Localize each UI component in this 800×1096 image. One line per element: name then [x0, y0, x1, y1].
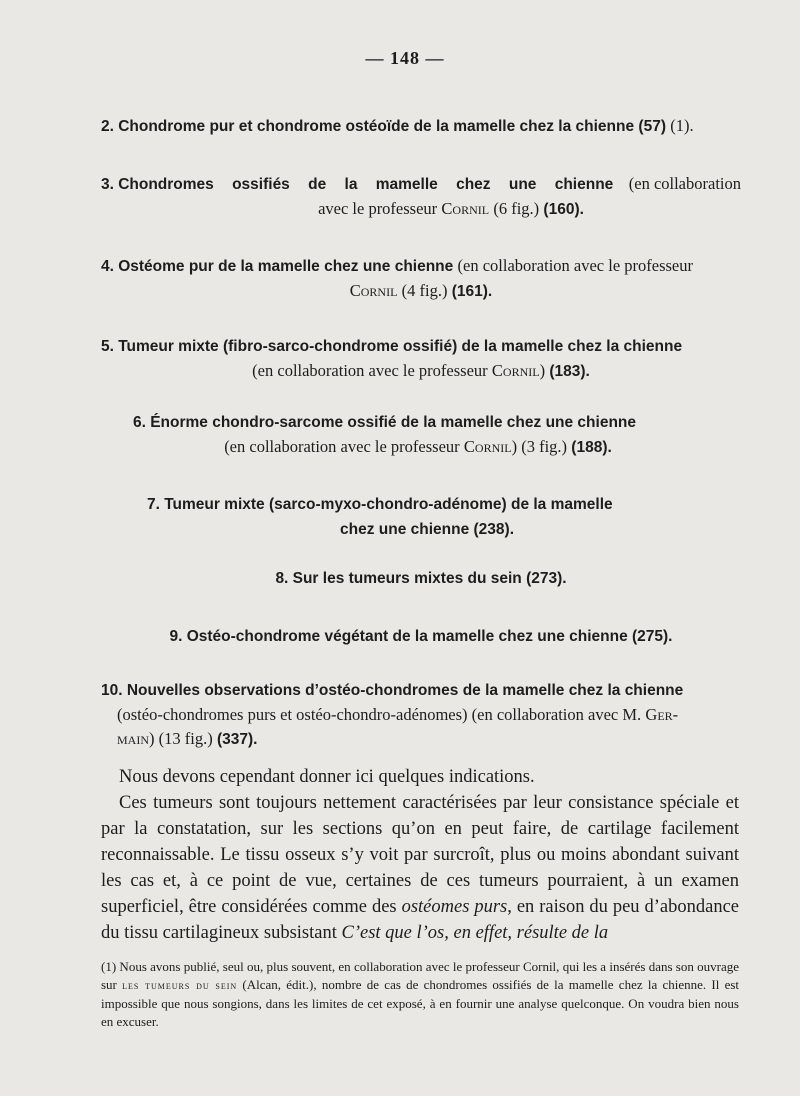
entry-text: ) (13 fig.) — [149, 729, 213, 748]
book-title: les tumeurs du sein — [122, 980, 238, 992]
entry-title: Chondrome pur et chondrome ostéoïde de la mamelle chez la chienne (57) — [118, 118, 666, 135]
list-item-3 — [101, 172, 741, 222]
entry-title-cont: chez une chienne (238). — [340, 521, 514, 538]
entry-number: 9. — [169, 628, 183, 645]
list-item-8 — [101, 566, 741, 591]
list-item-2 — [101, 114, 741, 139]
paragraph — [101, 790, 739, 946]
author-name: Cornil — [491, 361, 540, 380]
footnote — [101, 958, 739, 1031]
footnote-text: (Alcan, édit.), nombre de cas de chondromes ossifiés de la mamelle chez la chienne. Il est impossible que nous songions, dans les limites de cet exposé, à en fournir une analyse quelconque. On voudra bien nous en excuser. — [101, 977, 740, 1029]
author-name-cont: main — [117, 729, 149, 748]
entry-title: Ostéome pur de la mamelle chez une chienne — [118, 258, 454, 275]
entry-title: Chondromes ossifiés de la mamelle chez une chienne — [118, 176, 614, 193]
author-name: Cornil — [349, 281, 398, 300]
list-item-5 — [101, 334, 741, 384]
entry-title: Énorme chondro-sarcome ossifié de la mamelle chez une chienne — [150, 414, 637, 431]
entry-ref: (183). — [549, 363, 590, 380]
entry-text: ) (3 fig.) — [511, 437, 568, 456]
paragraph-text: , en raison du peu d’abondance du tissu cartilagineux subsistant — [101, 897, 739, 943]
paragraph-text: Ces tumeurs sont toujours nettement caractérisées par leur consistance spéciale et par la constatation, sur les sections qu’on en peut faire, de cartilage facilement reconnaissable. Le tissu osseux s’y voit par surcroît, plus ou moins abondant suivant les cas et, à ce point de vue, certaines de ces tumeurs pourraient, à un examen superficiel, être considérées comme des — [101, 793, 739, 917]
entry-text: (en collaboration avec le professeur — [457, 256, 694, 275]
entry-text: (6 fig.) — [493, 199, 540, 218]
entry-text: (en collaboration avec le professeur — [252, 361, 488, 380]
entry-ref: (188). — [571, 439, 612, 456]
entry-title: Sur les tumeurs mixtes du sein (273). — [292, 570, 567, 587]
list-item-6 — [133, 410, 703, 460]
entry-title: Ostéo-chondrome végétant de la mamelle chez une chienne (275). — [186, 628, 673, 645]
entry-number: 5. — [101, 338, 114, 355]
entry-number: 3. — [101, 176, 114, 193]
entry-ref: (161). — [451, 283, 493, 300]
italic-text: ostéomes purs — [401, 897, 508, 917]
entry-text: (en collaboration — [628, 174, 741, 193]
entry-text: ) — [539, 361, 546, 380]
entry-number: 8. — [275, 570, 289, 587]
entry-title: Tumeur mixte (sarco-myxo-chondro-adénome) de la mamelle — [164, 496, 613, 513]
italic-text: C’est que l’os, en effet, résulte de la — [341, 923, 609, 943]
paragraph: Nous devons cependant donner ici quelques indications. — [119, 767, 535, 787]
entry-number: 4. — [101, 258, 114, 275]
entry-text: (en collaboration avec le professeur — [224, 437, 460, 456]
list-item-7 — [147, 492, 707, 542]
page-number: — 148 — — [365, 48, 445, 68]
entry-ref: (337). — [216, 731, 258, 748]
entry-number: 7. — [147, 496, 160, 513]
body-text — [101, 764, 739, 946]
author-name: Cornil — [463, 437, 512, 456]
author-name: Ger- — [645, 705, 679, 724]
footnote-marker: (1). — [670, 116, 694, 135]
entry-ref: (160). — [543, 201, 584, 218]
entry-text: avec le professeur — [318, 199, 438, 218]
list-item-4 — [101, 254, 741, 304]
entry-text: (4 fig.) — [401, 281, 448, 300]
entry-title: Tumeur mixte (fibro-sarco-chondrome ossifié) de la mamelle chez la chienne — [118, 338, 683, 355]
footnote-text: (1) Nous avons publié, seul ou, plus souvent, en collaboration avec le professeur Cornil, qui les a insérés dans son ouvrage sur — [101, 959, 739, 992]
entry-title: Nouvelles observations d’ostéo-chondromes de la mamelle chez la chienne — [126, 682, 684, 699]
entry-number: 2. — [101, 118, 114, 135]
entry-number: 6. — [133, 414, 146, 431]
entry-number: 10. — [101, 682, 123, 699]
author-name: Cornil — [441, 199, 490, 218]
list-item-10 — [101, 678, 741, 752]
list-item-9 — [101, 624, 741, 649]
entry-text: (ostéo-chondromes purs et ostéo-chondro-adénomes) (en collaboration avec M. — [117, 705, 642, 724]
